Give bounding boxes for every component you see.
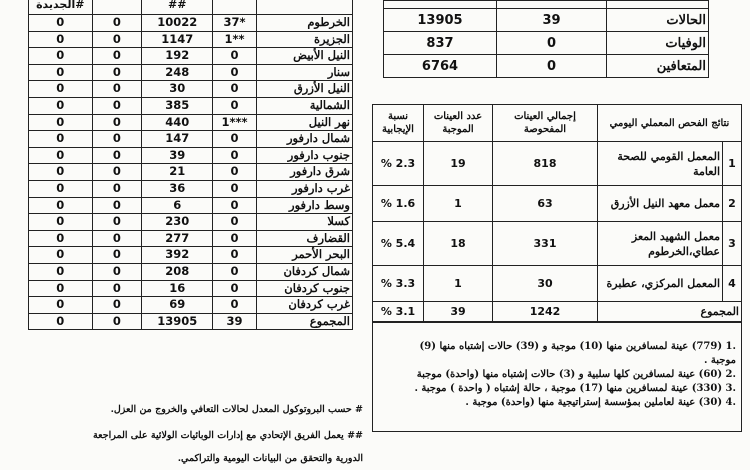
state-row (29, 247, 353, 264)
state-new: 0 (29, 247, 93, 264)
state-c4: 0 (213, 97, 256, 114)
lab-number: 2 (723, 186, 742, 222)
header-new: الجديدة# (29, 0, 93, 15)
state-c2: 0 (92, 247, 142, 264)
lab-examined: 331 (493, 222, 598, 266)
state-new: 0 (29, 31, 93, 48)
state-c4: 0 (213, 280, 256, 297)
header-total: ## (142, 0, 213, 15)
state-c4: 0 (213, 180, 256, 197)
lab-positive: 19 (424, 142, 493, 186)
summary-label: الوفيات (607, 32, 709, 55)
state-name: جنوب دارفور (256, 147, 352, 164)
state-c4: 0 (213, 214, 256, 231)
state-total: 16 (142, 280, 213, 297)
summary-top-row (384, 1, 709, 9)
lab-row (373, 266, 742, 302)
state-row (29, 297, 353, 314)
note-2: ## يعمل الفريق الإتحادي مع إدارات الوبائيات الولائية على المراجعة (93, 430, 363, 441)
state-new: 0 (29, 164, 93, 181)
state-new: 0 (29, 313, 93, 330)
footnote-4: .4 (30) عينة لعاملين بمؤسسة إستراتيجية منها (واحدة) موجبة . (465, 397, 736, 408)
footnote-1b: موجبة . (703, 355, 736, 366)
state-c4: 1** (213, 31, 256, 48)
state-row (29, 97, 353, 114)
header-positive: عدد العينات الموجبة (424, 105, 493, 142)
lab-row (373, 142, 742, 186)
footnotes (386, 340, 736, 410)
state-row (29, 263, 353, 280)
state-name: سنار (256, 64, 352, 81)
state-total: 440 (142, 114, 213, 131)
state-name: المجموع (256, 313, 352, 330)
state-c2: 0 (92, 97, 142, 114)
state-c2: 0 (92, 147, 142, 164)
state-row (29, 164, 353, 181)
state-name: الخرطوم (256, 15, 352, 32)
state-name: النيل الأبيض (256, 48, 352, 65)
state-c2: 0 (92, 64, 142, 81)
state-c2: 0 (92, 81, 142, 98)
lab-rate: % 1.6 (373, 186, 424, 222)
summary-row (384, 55, 709, 78)
lab-total-examined: 1242 (493, 302, 598, 322)
state-name: شرق دارفور (256, 164, 352, 181)
state-row (29, 81, 353, 98)
state-new: 0 (29, 147, 93, 164)
footnote-2: .2 (60) عينة لمسافرين كلها سلبية و (3) حالات إشتباه منها (واحدة) موجبة (416, 369, 736, 380)
state-c2: 0 (92, 31, 142, 48)
state-total: 21 (142, 164, 213, 181)
state-total: 10022 (142, 15, 213, 32)
state-row (29, 230, 353, 247)
lab-rate: % 2.3 (373, 142, 424, 186)
state-new: 0 (29, 297, 93, 314)
state-row (29, 15, 353, 32)
state-new: 0 (29, 214, 93, 231)
header-col4 (213, 0, 256, 15)
states-total-row (29, 313, 353, 330)
summary-table (383, 0, 709, 78)
state-c2: 0 (92, 297, 142, 314)
state-c2: 0 (92, 230, 142, 247)
state-total: 30 (142, 81, 213, 98)
header-lab: نتائج الفحص المعملي اليومي (598, 105, 742, 142)
state-new: 0 (29, 64, 93, 81)
state-row (29, 131, 353, 148)
state-name: القضارف (256, 230, 352, 247)
state-new: 0 (29, 197, 93, 214)
state-name: نهر النيل (256, 114, 352, 131)
state-row (29, 114, 353, 131)
state-total: 277 (142, 230, 213, 247)
state-row (29, 147, 353, 164)
labs-table (372, 104, 742, 322)
lab-examined: 63 (493, 186, 598, 222)
summary-new: 0 (497, 55, 607, 78)
state-c4: 0 (213, 64, 256, 81)
lab-total-rate: % 3.1 (373, 302, 424, 322)
header-rate: نسبة الإيجابية (373, 105, 424, 142)
state-c4: 0 (213, 131, 256, 148)
state-total: 39 (142, 147, 213, 164)
state-name: النيل الأزرق (256, 81, 352, 98)
state-total: 1147 (142, 31, 213, 48)
footnote-1: .1 (779) عينة لمسافرين منها (10) موجبة و (39) حالات إشتباه منها (9) (419, 341, 736, 352)
lab-name: المعمل القومي للصحة العامة (598, 142, 723, 186)
lab-number: 3 (723, 222, 742, 266)
state-c4: 0 (213, 247, 256, 264)
note-3: الدورية والتحقق من البيانات اليومية والتراكمي. (177, 453, 363, 464)
lab-examined: 30 (493, 266, 598, 302)
state-name: جنوب كردفان (256, 280, 352, 297)
state-name: البحر الأحمر (256, 247, 352, 264)
state-row (29, 280, 353, 297)
state-total: 13905 (142, 313, 213, 330)
state-name: غرب دارفور (256, 180, 352, 197)
state-total: 6 (142, 197, 213, 214)
summary-label: الحالات (607, 9, 709, 32)
lab-positive: 18 (424, 222, 493, 266)
state-c4: 0 (213, 147, 256, 164)
lab-name: معمل الشهيد المعز عطاي،الخرطوم (598, 222, 723, 266)
state-c2: 0 (92, 164, 142, 181)
state-new: 0 (29, 180, 93, 197)
state-new: 0 (29, 97, 93, 114)
state-c2: 0 (92, 263, 142, 280)
state-c2: 0 (92, 131, 142, 148)
lab-name: المعمل المركزي، عطبرة (598, 266, 723, 302)
lab-total-label: المجموع (598, 302, 742, 322)
state-c4: 0 (213, 81, 256, 98)
state-c2: 0 (92, 180, 142, 197)
summary-total: 6764 (384, 55, 497, 78)
summary-total: 837 (384, 32, 497, 55)
state-total: 147 (142, 131, 213, 148)
state-name: شمال كردفان (256, 263, 352, 280)
state-c4: 0 (213, 48, 256, 65)
state-new: 0 (29, 15, 93, 32)
states-table (28, 0, 353, 330)
state-c4: 0 (213, 197, 256, 214)
state-c2: 0 (92, 114, 142, 131)
state-c2: 0 (92, 197, 142, 214)
lab-positive: 1 (424, 266, 493, 302)
state-name: غرب كردفان (256, 297, 352, 314)
state-new: 0 (29, 280, 93, 297)
state-row (29, 214, 353, 231)
state-total: 230 (142, 214, 213, 231)
lab-total-positive: 39 (424, 302, 493, 322)
summary-total: 13905 (384, 9, 497, 32)
state-name: كسلا (256, 214, 352, 231)
header-examined: إجمالي العينات المفحوصة (493, 105, 598, 142)
lab-row (373, 222, 742, 266)
state-name: الشمالية (256, 97, 352, 114)
lab-positive: 1 (424, 186, 493, 222)
state-c4: 0 (213, 297, 256, 314)
lab-rate: % 3.3 (373, 266, 424, 302)
footnote-3: .3 (330) عينة لمسافرين منها (17) موجبة ، حالة إشتباه ( واحدة ) موجبة . (414, 383, 736, 394)
state-row (29, 180, 353, 197)
state-row (29, 48, 353, 65)
lab-number: 4 (723, 266, 742, 302)
state-c4: 0 (213, 164, 256, 181)
state-c2: 0 (92, 280, 142, 297)
summary-new: 0 (497, 32, 607, 55)
state-c4: 1*** (213, 114, 256, 131)
state-c4: 37* (213, 15, 256, 32)
state-c2: 0 (92, 313, 142, 330)
state-new: 0 (29, 81, 93, 98)
labs-header-row (373, 105, 742, 142)
state-new: 0 (29, 131, 93, 148)
summary-new: 39 (497, 9, 607, 32)
state-total: 385 (142, 97, 213, 114)
state-new: 0 (29, 48, 93, 65)
state-c2: 0 (92, 214, 142, 231)
states-header-row (29, 0, 353, 15)
header-state (256, 0, 352, 15)
lab-name: معمل معهد النيل الأزرق (598, 186, 723, 222)
state-row (29, 197, 353, 214)
state-name: الجزيرة (256, 31, 352, 48)
state-row (29, 31, 353, 48)
note-1: # حسب البروتوكول المعدل لحالات التعافي والخروج من العزل. (110, 404, 363, 415)
summary-row (384, 32, 709, 55)
lab-number: 1 (723, 142, 742, 186)
lab-row (373, 186, 742, 222)
state-name: وسط دارفور (256, 197, 352, 214)
state-row (29, 64, 353, 81)
state-name: شمال دارفور (256, 131, 352, 148)
state-c4: 39 (213, 313, 256, 330)
summary-label: المتعافين (607, 55, 709, 78)
lab-total-row (373, 302, 742, 322)
state-c2: 0 (92, 48, 142, 65)
state-total: 208 (142, 263, 213, 280)
state-total: 36 (142, 180, 213, 197)
lab-examined: 818 (493, 142, 598, 186)
state-new: 0 (29, 114, 93, 131)
lab-rate: % 5.4 (373, 222, 424, 266)
state-total: 192 (142, 48, 213, 65)
state-total: 392 (142, 247, 213, 264)
summary-row (384, 9, 709, 32)
state-total: 69 (142, 297, 213, 314)
state-new: 0 (29, 230, 93, 247)
state-new: 0 (29, 263, 93, 280)
state-c4: 0 (213, 263, 256, 280)
state-c2: 0 (92, 15, 142, 32)
state-c4: 0 (213, 230, 256, 247)
state-total: 248 (142, 64, 213, 81)
header-col2 (92, 0, 142, 15)
notes (18, 400, 363, 469)
